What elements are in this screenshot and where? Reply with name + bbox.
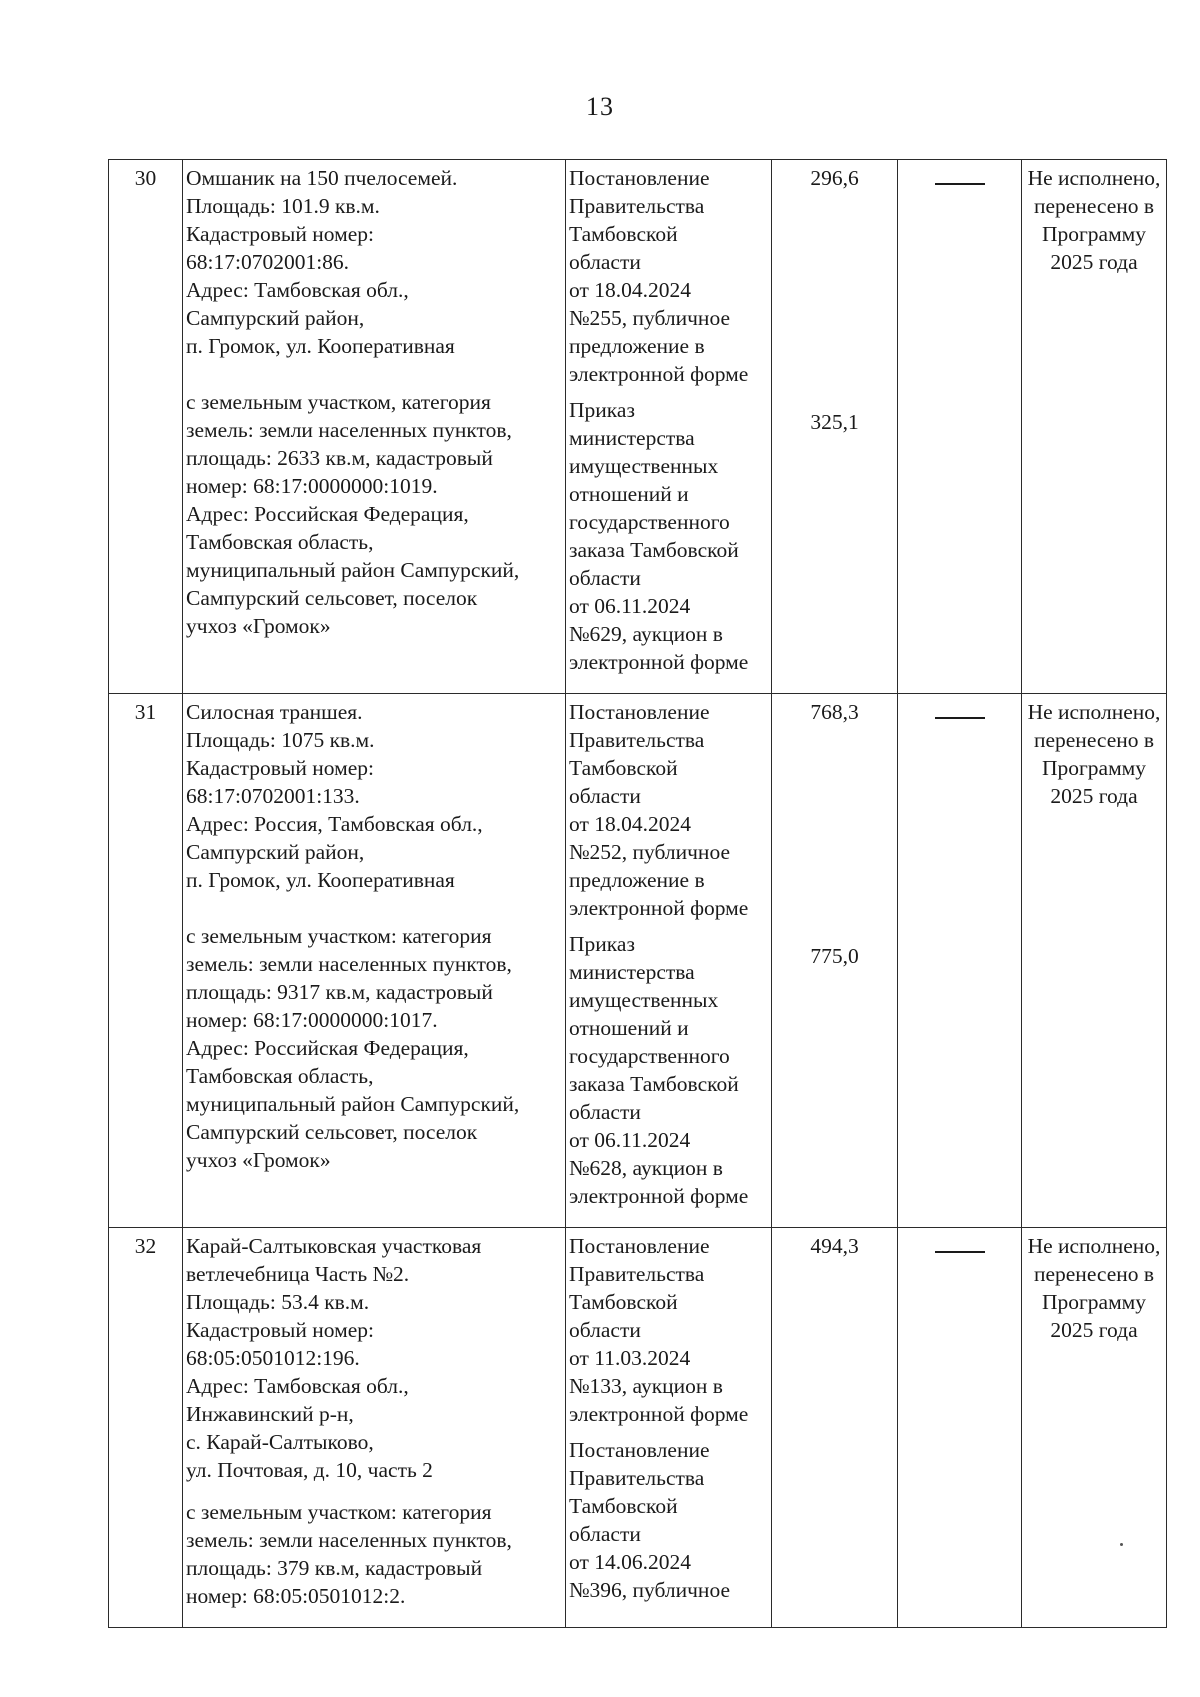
scan-artifact (1120, 1543, 1123, 1546)
table-row (109, 1228, 1167, 1628)
land-plot-description: с земельным участком: категория земель: земли населенных пунктов, площадь: 379 кв.м, кадастровый номер: 68:05:0501012:2. (186, 1500, 512, 1608)
table-row (109, 694, 1167, 1228)
status-cell (1022, 1228, 1167, 1628)
building-description: Омшаник на 150 пчелосемей. Площадь: 101.9 кв.м. Кадастровый номер: 68:17:0702001:86. Адрес: Тамбовская обл., Сампурский район, п. Громок, ул. Кооперативная (186, 166, 458, 358)
legal-basis-decree: Постановление Правительства Тамбовской области от 11.03.2024 №133, аукцион в электронной форме (569, 1234, 749, 1426)
price-value: 494,3 (810, 1234, 859, 1258)
price-value: 775,0 (810, 944, 859, 968)
sale-amount-cell (898, 1228, 1022, 1628)
land-plot-description: с земельным участком: категория земель: земли населенных пунктов, площадь: 9317 кв.м, кадастровый номер: 68:17:0000000:1017. Адрес: Российская Федерация, Тамбовская область, муниципальный район Сампурский, Сампурский сельсовет, поселок учхоз «Громок» (186, 924, 520, 1172)
legal-basis-order: Приказ министерства имущественных отношений и государственного заказа Тамбовской области от 06.11.2024 №629, аукцион в электронной форме (569, 398, 749, 674)
table-row (109, 160, 1167, 694)
price-value: 768,3 (810, 700, 859, 724)
legal-basis-decree: Постановление Правительства Тамбовской области от 18.04.2024 №255, публичное предложение в электронной форме (569, 166, 749, 386)
page-number: 13 (586, 92, 614, 121)
land-plot-description: с земельным участком, категория земель: земли населенных пунктов, площадь: 2633 кв.м, кадастровый номер: 68:17:0000000:1019. Адрес: Российская Федерация, Тамбовская область, муниципальный район Сампурский, Сампурский сельсовет, поселок учхоз «Громок» (186, 390, 520, 638)
price-cell (772, 694, 898, 1228)
sale-amount-cell (898, 694, 1022, 1228)
empty-dash (935, 183, 985, 185)
empty-dash (935, 1251, 985, 1253)
object-description-cell (183, 1228, 566, 1628)
status-cell (1022, 160, 1167, 694)
status-text: Не исполнено, перенесено в Программу 2025 года (1027, 1234, 1161, 1342)
legal-basis-cell (566, 1228, 772, 1628)
building-description: Силосная траншея. Площадь: 1075 кв.м. Кадастровый номер: 68:17:0702001:133. Адрес: Россия, Тамбовская обл., Сампурский район, п. Громок, ул. Кооперативная (186, 700, 483, 892)
row-number: 31 (109, 694, 183, 1228)
legal-basis-cell (566, 160, 772, 694)
property-table (108, 159, 1167, 1628)
building-description: Карай-Салтыковская участковая ветлечебница Часть №2. Площадь: 53.4 кв.м. Кадастровый номер: 68:05:0501012:196. Адрес: Тамбовская обл., Инжавинский р-н, с. Карай-Салтыково, ул. Почтовая, д. 10, часть 2 (186, 1234, 482, 1482)
legal-basis-decree-second: Постановление Правительства Тамбовской области от 14.06.2024 №396, публичное (569, 1438, 730, 1602)
object-description-cell (183, 160, 566, 694)
row-number: 30 (109, 160, 183, 694)
empty-dash (935, 717, 985, 719)
price-value: 296,6 (810, 166, 859, 190)
legal-basis-decree: Постановление Правительства Тамбовской области от 18.04.2024 №252, публичное предложение в электронной форме (569, 700, 749, 920)
price-cell (772, 1228, 898, 1628)
status-text: Не исполнено, перенесено в Программу 2025 года (1027, 700, 1161, 808)
status-text: Не исполнено, перенесено в Программу 2025 года (1027, 166, 1161, 274)
sale-amount-cell (898, 160, 1022, 694)
legal-basis-order: Приказ министерства имущественных отношений и государственного заказа Тамбовской области от 06.11.2024 №628, аукцион в электронной форме (569, 932, 749, 1208)
price-cell (772, 160, 898, 694)
legal-basis-cell (566, 694, 772, 1228)
price-value: 325,1 (810, 410, 859, 434)
object-description-cell (183, 694, 566, 1228)
status-cell (1022, 694, 1167, 1228)
row-number: 32 (109, 1228, 183, 1628)
